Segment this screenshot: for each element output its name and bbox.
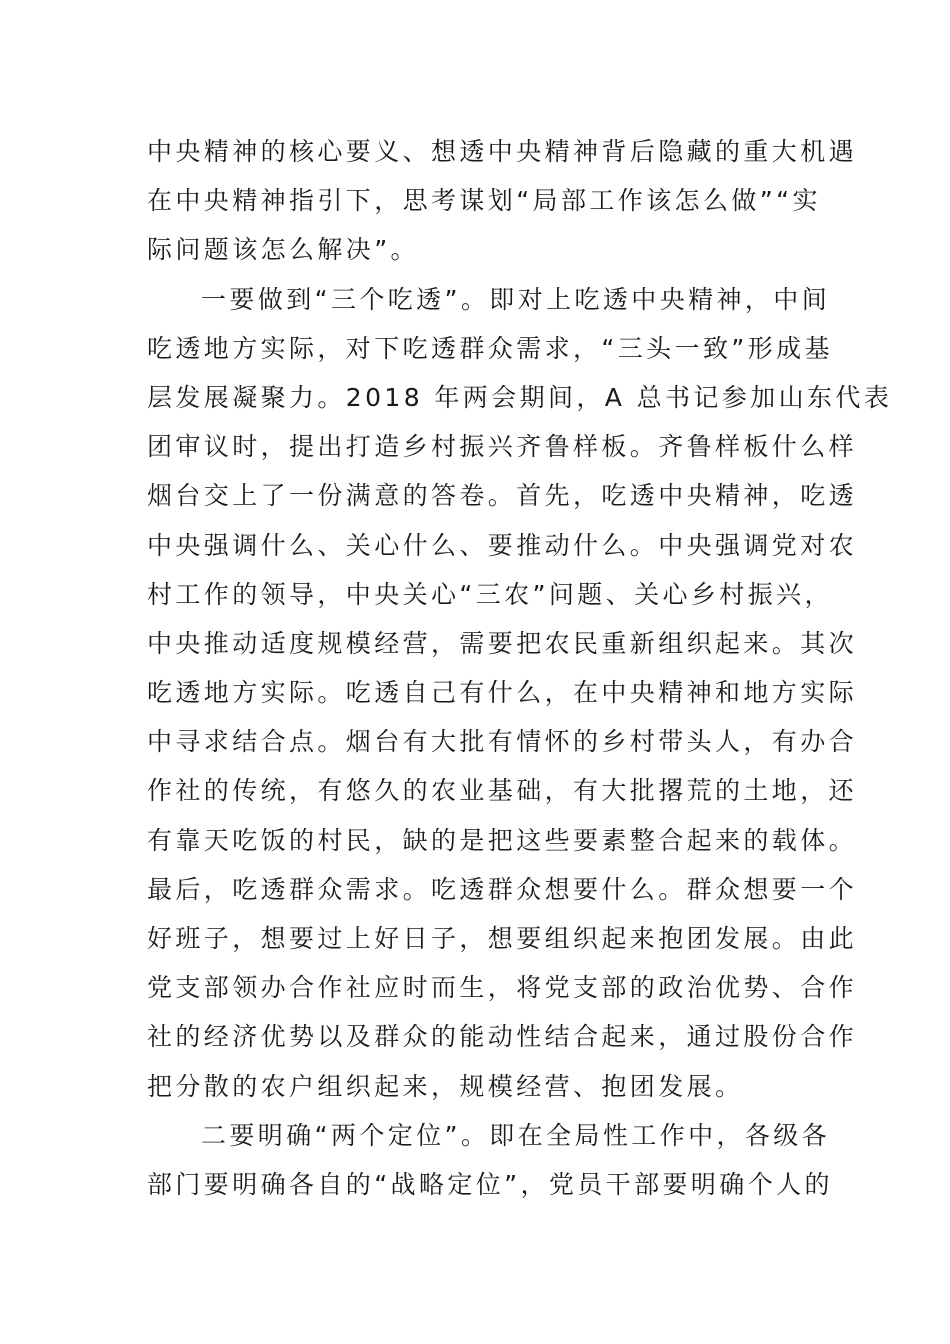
text-line-22: 部门要明确各自的“战略定位”，党员干部要明确个人的 bbox=[147, 1169, 833, 1199]
text-line-20: 把分散的农户组织起来，规模经营、抱团发展。 bbox=[147, 1071, 744, 1101]
text-line-13: 中寻求结合点。烟台有大批有情怀的乡村带头人，有办合 bbox=[147, 727, 858, 757]
text-line-12: 吃透地方实际。吃透自己有什么，在中央精神和地方实际 bbox=[147, 678, 858, 708]
text-line-5: 吃透地方实际，对下吃透群众需求，“三头一致”形成基 bbox=[147, 333, 833, 363]
body-text bbox=[147, 127, 893, 1209]
text-line-8: 烟台交上了一份满意的答卷。首先，吃透中央精神，吃透 bbox=[147, 481, 858, 511]
text-line-10: 村工作的领导，中央关心“三农”问题、关心乡村振兴， bbox=[147, 579, 833, 609]
text-line-21: 二要明确“两个定位”。即在全局性工作中，各级各 bbox=[201, 1120, 831, 1150]
text-line-4: 一要做到“三个吃透”。即对上吃透中央精神，中间 bbox=[201, 284, 831, 314]
text-line-3: 际问题该怎么解决”。 bbox=[147, 235, 419, 265]
text-line-6: 层发展凝聚力。2018 年两会期间，A 总书记参加山东代表 bbox=[147, 382, 893, 412]
text-line-2: 在中央精神指引下，思考谋划“局部工作该怎么做”“实 bbox=[147, 186, 821, 216]
text-line-17: 好班子，想要过上好日子，想要组织起来抱团发展。由此 bbox=[147, 924, 858, 953]
text-line-11: 中央推动适度规模经营，需要把农民重新组织起来。其次 bbox=[147, 628, 858, 658]
text-line-15: 有靠天吃饭的村民，缺的是把这些要素整合起来的载体。 bbox=[147, 825, 858, 855]
text-line-9: 中央强调什么、关心什么、要推动什么。中央强调党对农 bbox=[147, 530, 858, 560]
text-line-7: 团审议时，提出打造乡村振兴齐鲁样板。齐鲁样板什么样 bbox=[147, 432, 858, 462]
text-line-14: 作社的传统，有悠久的农业基础，有大批撂荒的土地，还 bbox=[147, 776, 858, 806]
text-line-1: 中央精神的核心要义、想透中央精神背后隐藏的重大机遇 bbox=[147, 137, 858, 166]
text-line-16: 最后，吃透群众需求。吃透群众想要什么。群众想要一个 bbox=[147, 874, 858, 904]
text-line-19: 社的经济优势以及群众的能动性结合起来，通过股份合作 bbox=[147, 1022, 858, 1052]
text-line-18: 党支部领办合作社应时而生，将党支部的政治优势、合作 bbox=[147, 973, 858, 1003]
